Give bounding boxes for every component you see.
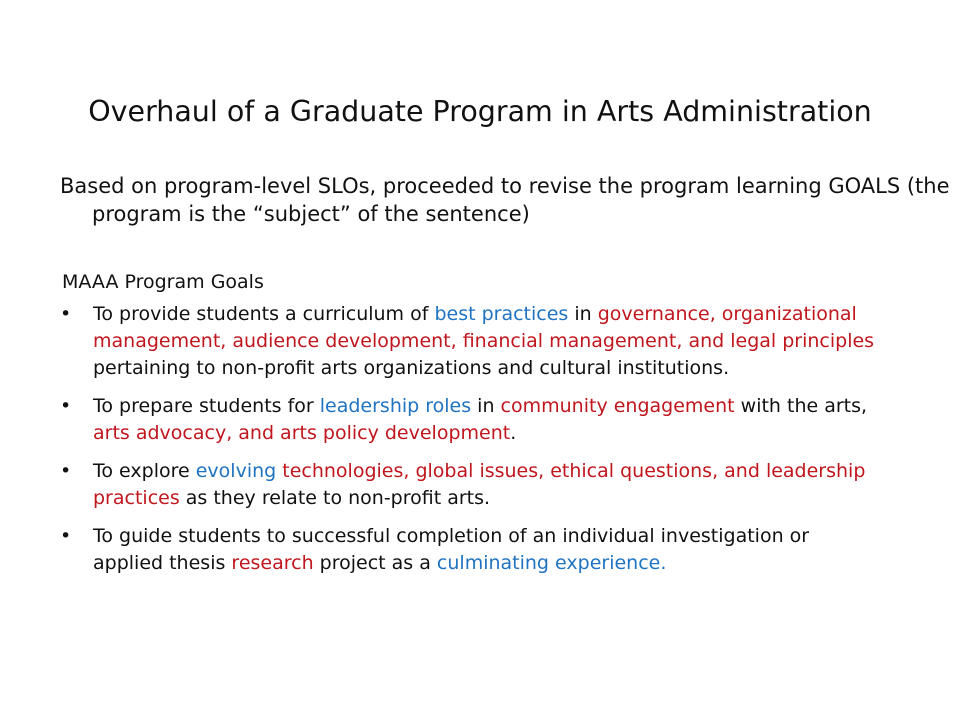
goal-text-segment: To prepare students for [93, 395, 320, 417]
goal-text [93, 525, 809, 574]
bullet-icon: • [60, 395, 72, 417]
goals-list [58, 301, 878, 588]
highlighted-term: research [231, 552, 314, 574]
goal-text [93, 460, 865, 509]
highlighted-term: community engagement [500, 395, 735, 417]
intro-paragraph: Based on program-level SLOs, proceeded to revise the program learning GOALS (the program is the “subject” of the sentence) [60, 174, 950, 226]
highlighted-term: evolving [195, 460, 277, 482]
bullet-icon: • [60, 460, 72, 482]
highlighted-term: arts advocacy, and arts policy development [93, 422, 511, 444]
goal-text-segment: in [471, 395, 501, 417]
goal-text [93, 395, 867, 444]
highlighted-term: governance, organizational management, audience development, financial management, and legal principles [93, 303, 875, 352]
goal-text-segment: pertaining to non-profit arts organizations and cultural institutions. [93, 357, 730, 379]
slide-title: Overhaul of a Graduate Program in Arts Administration [88, 95, 872, 128]
goal-text-segment: . [510, 422, 517, 444]
goal-item [58, 393, 878, 447]
goal-text-segment: in [568, 303, 598, 325]
highlighted-term: technologies, global issues, ethical questions, and leadership practices [93, 460, 866, 509]
highlighted-term: best practices [434, 303, 569, 325]
goal-item [58, 523, 878, 577]
goals-subheading: MAAA Program Goals [62, 271, 264, 293]
bullet-icon: • [60, 525, 72, 547]
goal-text-segment: project as a [313, 552, 437, 574]
goal-text-segment: with the arts, [734, 395, 868, 417]
goal-item [58, 458, 878, 512]
goal-text [93, 303, 874, 379]
bullet-icon: • [60, 303, 72, 325]
goal-text-segment: as they relate to non-profit arts. [179, 487, 491, 509]
highlighted-term: leadership roles [319, 395, 472, 417]
highlighted-term: culminating experience. [436, 552, 667, 574]
goal-text-segment: To guide students to successful completion of an individual investigation or applied thesis [93, 525, 810, 574]
goal-text-segment: To explore [93, 460, 196, 482]
goal-item [58, 301, 878, 382]
goal-text-segment: To provide students a curriculum of [93, 303, 435, 325]
